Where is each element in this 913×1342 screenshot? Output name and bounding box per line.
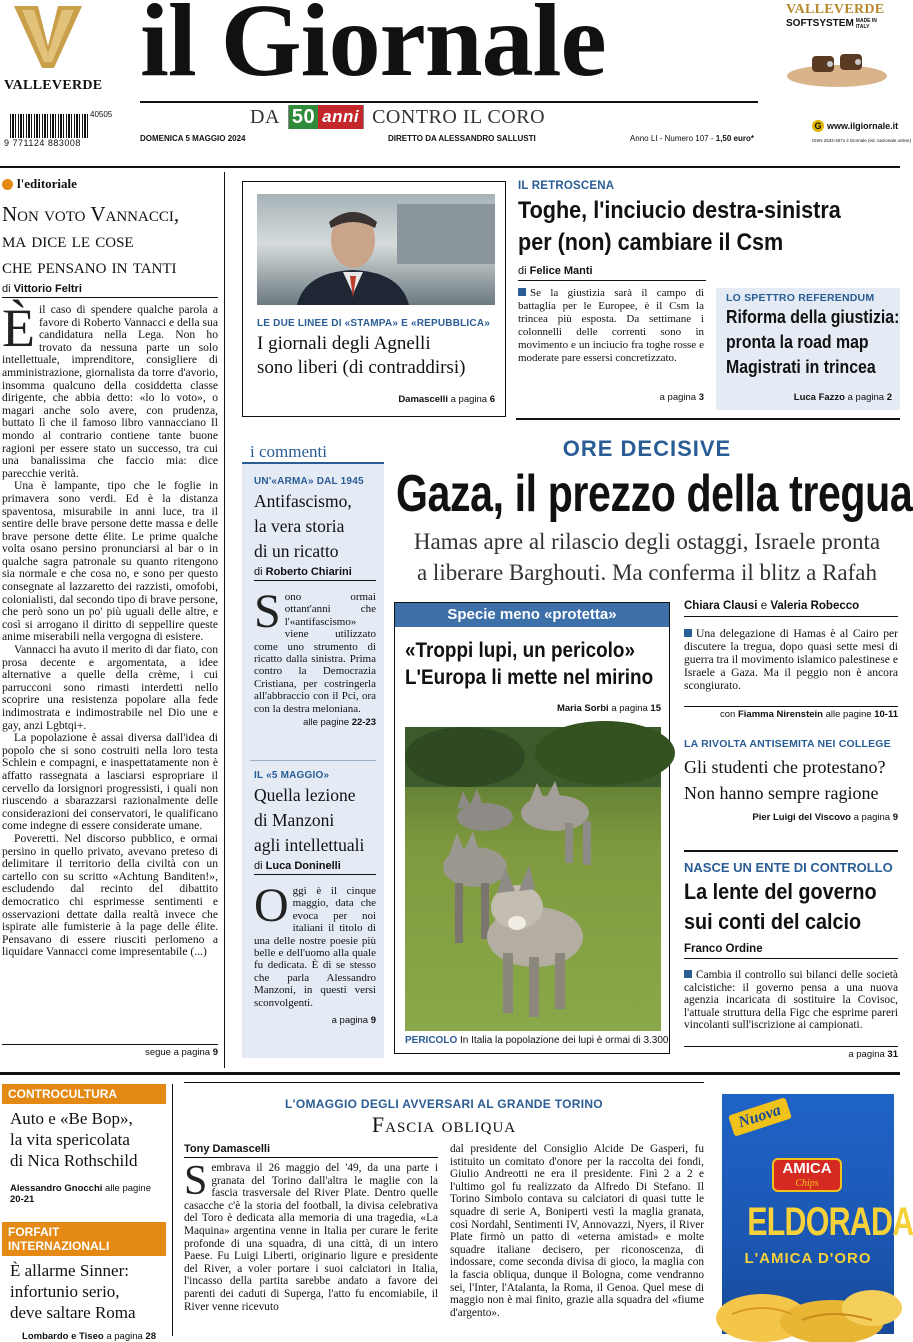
author-name: Luca Doninelli (265, 860, 341, 872)
softsystem-label: SOFTSYSTEM (786, 18, 854, 29)
ref-author: Damascelli (398, 394, 448, 405)
calcio-label: NASCE UN ENTE DI CONTROLLO (684, 860, 893, 875)
comment-title-line: di un ricatto (254, 541, 339, 561)
editoriale (2, 176, 218, 1066)
ref-page: 9 (892, 812, 898, 823)
author-name[interactable]: Felice Manti (529, 265, 593, 277)
byline-prefix: di (518, 265, 527, 277)
calcio-title-line: sui conti del calcio (684, 909, 862, 934)
dropcap: S (254, 585, 281, 638)
amica-chips-ad[interactable] (722, 1094, 913, 1334)
calcio-ref[interactable] (684, 1046, 898, 1060)
gaza-subhead-line: Hamas apre al rilascio degli ostaggi, Israele pronta (413, 529, 881, 554)
comment-divider (250, 760, 376, 761)
site-url: www.ilgiornale.it (827, 121, 899, 131)
agnelli-label: LE DUE LINEE DI «STAMPA» E «REPUBBLICA» (257, 318, 491, 329)
lupi-ref[interactable] (557, 703, 661, 714)
barcode (4, 110, 116, 150)
comment-title (254, 783, 376, 858)
bullet-square-icon (518, 288, 526, 296)
editoriale-paragraph: il caso di spendere qualche parola a favore di Roberto Vannacci e della sua candidatura nella Lega. Non ho trovato da nessuna parte un solo intellettuale, imprenditore, consigliere di amministrazione, giornalista da torre d'avorio, insomma qualcuno della cosiddetta classe dirigente, che abbia detto: «lo lo voto», o magari anche solo avere, con prudenza, buttato lì che il famoso libro vannacciano Il mondo al contrario contiene tante buone ragioni per essere stato un successo, tra cui una banalissima che faccio mia: dice parecchie verità. (2, 303, 218, 480)
ad-nuova: Nuova (728, 1097, 791, 1136)
controcultura-title-line: la vita spericolata (10, 1130, 130, 1149)
ad-brand-sub: Chips (795, 1178, 819, 1189)
gaza-authors (684, 600, 898, 617)
caption-text: In Italia la popolazione dei lupi è ormai di 3.300 (460, 1035, 669, 1046)
ref-text: a pagina (331, 1015, 369, 1027)
author-name: Tony Damascelli (184, 1143, 270, 1155)
torino-article[interactable] (184, 1082, 704, 1334)
gaza-kicker: ORE DECISIVE (562, 436, 732, 461)
column-rule (172, 1084, 173, 1336)
gaza-subhead (394, 526, 900, 588)
gaza-ref[interactable] (684, 706, 898, 720)
fifty-number: 50 (289, 105, 318, 129)
ref-text: a pagina (853, 812, 891, 823)
ad-brand: AMICA (782, 1160, 832, 1177)
agnelli-box[interactable] (242, 181, 506, 417)
comment-title-line: di Manzoni (254, 810, 335, 830)
ref-page: 15 (650, 703, 661, 714)
bullet-square-icon (684, 629, 692, 637)
dateline (140, 134, 758, 146)
ref-text: alle pagine (303, 717, 350, 729)
masthead-title: il Giornale (140, 0, 606, 98)
gaza-body (684, 627, 898, 692)
sandal-icon (782, 36, 892, 92)
retroscena-ref[interactable] (518, 392, 704, 403)
controcultura-article[interactable] (2, 1084, 166, 1205)
dropcap: O (254, 879, 289, 932)
college-ref[interactable] (684, 812, 898, 823)
commenti-header: i commenti (242, 438, 384, 464)
comment-title-line: Quella lezione (254, 785, 356, 805)
retroscena-body-text: Se la giustizia sarà il campo di battaglia per le Europee, è il Csm la trincea più esposta. Da settimane i colonnelli delle correnti sono in movimento e un inciucio fra toghe rosse e moderate pare essersi concretizzato. (518, 287, 704, 364)
ad-claim: L'AMICA D'ORO (744, 1250, 872, 1267)
ref-text: a pagina (848, 1048, 885, 1060)
author-name[interactable]: Vittorio Feltri (13, 283, 82, 295)
ref-page: 28 (145, 1331, 156, 1342)
forfait-article[interactable] (2, 1222, 166, 1342)
authors-and: e (760, 600, 768, 612)
torino-col (450, 1143, 704, 1339)
bottom-band-rule (0, 1072, 900, 1075)
masthead-bottom-rule (0, 166, 900, 168)
calcio-title-line: La lente del governo (684, 879, 877, 904)
ref-text: segue a pagina (145, 1047, 211, 1058)
comment-body (254, 585, 376, 715)
barcode-top-number: 40505 (90, 110, 113, 119)
fifty-anni: anni (318, 105, 363, 129)
wolves-photo (405, 727, 661, 1031)
agnelli-ref[interactable] (398, 394, 495, 405)
agnelli-title (257, 332, 465, 380)
giornale-g-icon: G (812, 120, 824, 132)
comment-label: UN'«ARMA» DAL 1945 (254, 476, 364, 487)
chips-icon (722, 1278, 894, 1338)
column-rule (224, 172, 225, 1068)
editoriale-byline (2, 283, 218, 298)
editoriale-body (2, 298, 218, 1038)
agnelli-title-line: sono liberi (di contraddirsi) (257, 357, 466, 378)
issn: ISSN 2532-4071 il Giornale (ed. nazionale online) (812, 138, 912, 143)
ref-author: Alessandro Gnocchi (10, 1183, 103, 1194)
right-ad-brand: VALLEVERDE (786, 2, 885, 17)
byline-prefix: di (2, 283, 11, 295)
comment-ref[interactable] (254, 717, 376, 728)
gaza-headline[interactable]: Gaza, il prezzo della tregua (396, 465, 913, 523)
editoriale-ref[interactable] (2, 1044, 218, 1058)
ref-text: alle pagine (825, 709, 872, 720)
college-title-line: Non hanno sempre ragione (684, 783, 879, 803)
masthead-tagline (250, 104, 545, 130)
wolves-image-icon (405, 727, 661, 1031)
ref-page: 9 (370, 1015, 376, 1027)
ref-author: Luca Fazzo (793, 392, 845, 403)
right-ad[interactable] (778, 2, 896, 94)
referendum-title-line: Magistrati in trincea (726, 357, 876, 377)
calcio-body-text: Cambia il controllo sui bilanci delle società calcistiche: il governo pensa a una nuova agenzia incaricata di sostituire la Covisoc, l'attuale struttura della Figc che esprime pareri vincolanti sull'iscrizione ai campionati. (684, 969, 898, 1032)
comment-byline (254, 566, 376, 581)
retroscena-body (518, 287, 704, 365)
gaza-subhead-line: a liberare Barghouti. Ma conferma il blitz a Rafah (416, 560, 878, 585)
caption-label: PERICOLO (405, 1035, 458, 1046)
retroscena-byline (518, 265, 706, 281)
college-label: LA RIVOLTA ANTISEMITA NEI COLLEGE (684, 738, 891, 750)
ref-author: Lombardo e Tiseo (22, 1331, 104, 1342)
author-name: Franco Ordine (684, 943, 763, 955)
comment-title-line: la vera storia (254, 516, 345, 536)
forfait-label: FORFAIT INTERNAZIONALI (2, 1222, 166, 1256)
comment-manzoni[interactable] (242, 770, 384, 1026)
ref-page: 10-11 (874, 709, 898, 720)
forfait-ref[interactable] (2, 1331, 166, 1342)
calcio-body (684, 969, 898, 1032)
torino-col-text: embrava il 26 maggio del '49, da una parte i granata del Torino dall'altra le maglie con la fascia trasversale del River Plate. Dentro quelle casacche c'è la storia del football, la divisa celebrativa del Toro è dedicata alla memoria di una tragedia, «La Maquina» argentina venne in Italia per curare le ferite profonde di una squadra, di una città, di un intero Paese. Fu Luigi Liberti, originario ligure e presidente del River, a voler portare i suoi calciatori in Italia, l'incasso della partita sarebbe andato a favore dei parenti dei caduti di Superga, l'atto fu encomiabile, il River venne ricevuto (184, 1162, 438, 1313)
bullet-square-icon (684, 970, 692, 978)
calcio-article[interactable] (684, 860, 898, 1060)
gaza-article[interactable] (684, 600, 898, 720)
referendum-ref[interactable] (794, 392, 892, 403)
referendum-label: LO SPETTRO REFERENDUM (726, 292, 875, 304)
college-article[interactable] (684, 738, 898, 823)
editoriale-paragraph: La popolazione è assai diversa dall'idea di popolo che si sono costruiti nella loro testa Schlein e compagni, e inaspettatamente non è affatto rassegnata a lasciarsi espropriare il cervello da lorsignori progressisti, i quali non riuscendo a sbarazzarsi razionalmente delle considerazioni dei conservatori, le qualificano come indegne di essere considerate umane. (2, 731, 218, 833)
referendum-box[interactable] (716, 288, 900, 410)
torino-body (184, 1158, 438, 1340)
ad-product: ELDORADA (747, 1200, 913, 1244)
editoriale-title-line: che pensano in tanti (2, 254, 177, 278)
byline-prefix: di (254, 860, 263, 872)
ref-text: a pagina (659, 392, 697, 403)
valleverde-logo-icon (8, 2, 88, 72)
retroscena-title-line: per (non) cambiare il Csm (518, 229, 784, 256)
lupi-caption (405, 1035, 669, 1046)
section-rule (684, 850, 898, 852)
controcultura-title-line: Auto e «Be Bop», (10, 1109, 133, 1128)
director: DIRETTO DA ALESSANDRO SALLUSTI (388, 134, 536, 143)
dropcap: S (184, 1158, 208, 1204)
torino-col (184, 1143, 438, 1340)
author-name: Roberto Chiarini (265, 566, 352, 578)
masthead-rule (140, 101, 758, 103)
calcio-title (684, 877, 877, 937)
editoriale-title-line: Non voto Vannacci, (2, 202, 180, 226)
controcultura-label: CONTROCULTURA (2, 1084, 166, 1104)
comment-label: IL «5 MAGGIO» (254, 770, 330, 781)
referendum-title-line: pronta la road map (726, 332, 869, 352)
controcultura-title (2, 1108, 166, 1171)
byline-prefix: di (254, 566, 263, 578)
forfait-title (2, 1260, 166, 1323)
agnelli-photo (257, 194, 495, 305)
right-ad-sub (778, 18, 896, 30)
comment-antifascismo[interactable] (242, 464, 384, 728)
ref-text: alle pagine (105, 1183, 151, 1194)
torino-columns (184, 1143, 704, 1340)
ref-author: Fiamma Nirenstein (737, 709, 823, 720)
editoriale-paragraph: Una è lampante, tipo che le foglie in primavera sono verdi. Ed è la distanza spaventosa, misurabile in anni luce, tra il sentire delle brave persone dette massa e delle brave persone dette élite. Le prime qualche volta osano persino pronunciarsi al bar o in qualche sagra patronale su quanto ritengono sia normale e che cosa no, e sono per questo consegnate al lazzaretto dei razzisti, omofobi, colonialisti, dal secondo tipo di brave persone, che però sono un po' più uguali delle altre, e così si arrogano il diritto di seppellire queste anime miserabili nella vergogna di esistere. (2, 479, 218, 644)
ref-page: 20-21 (10, 1194, 35, 1205)
comment-body-text: ggi è il cinque maggio, data che evoca per noi italiani il titolo di una delle nostre poesie più belle e dell'uomo alla quale fu dedicata. È di se stesso che parla Alessandro Manzoni, in questi versi sconvolgenti. (254, 885, 376, 1009)
issue-number: Anno LI - Numero 107 - (629, 134, 714, 143)
retroscena-label: IL RETROSCENA (518, 180, 615, 192)
comment-title (254, 489, 376, 564)
ref-text: a pagina (106, 1331, 143, 1342)
calcio-byline (684, 943, 898, 959)
author-name: Chiara Clausi (684, 600, 758, 612)
ref-page: 6 (489, 394, 495, 405)
lupi-box[interactable] (394, 602, 670, 1054)
torino-top-rule (184, 1082, 704, 1083)
forfait-title-line: È allarme Sinner: (10, 1261, 129, 1280)
editoriale-label-text: l'editoriale (17, 176, 77, 191)
torino-byline (184, 1143, 438, 1158)
ref-text: a pagina (450, 394, 488, 405)
ref-page: 9 (212, 1047, 218, 1058)
author-name: Valeria Robecco (770, 600, 860, 612)
dropcap: È (2, 298, 35, 358)
section-rule (516, 418, 900, 420)
gaza-body-text: Una delegazione di Hamas è al Cairo per discutere la tregua, dopo quasi sette mesi di guerra tra il movimento islamico palestinese e Israele a Gaza. Ma il peggio non è ancora scongiurato. (684, 627, 898, 692)
portrait-icon (257, 194, 495, 305)
site-link[interactable] (812, 120, 898, 132)
comment-title-line: Antifascismo, (254, 491, 352, 511)
controcultura-title-line: di Nica Rothschild (10, 1151, 138, 1170)
torino-label: L'OMAGGIO DEGLI AVVERSARI AL GRANDE TORINO (285, 1097, 603, 1111)
date: DOMENICA 5 MAGGIO 2024 (140, 134, 246, 143)
college-title-line: Gli studenti che protestano? (684, 757, 886, 777)
ad-brand-badge (772, 1158, 842, 1192)
ref-page: 2 (886, 392, 892, 403)
ref-author: Pier Luigi del Viscovo (752, 812, 851, 823)
forfait-title-line: deve saltare Roma (10, 1303, 136, 1322)
left-ad[interactable] (4, 2, 103, 98)
controcultura-ref[interactable] (2, 1183, 166, 1205)
editoriale-label (2, 176, 218, 192)
made-in-italy-label: MADE IN ITALY (855, 18, 877, 30)
ref-page: 31 (887, 1048, 898, 1060)
lupi-band: Specie meno «protetta» (395, 603, 669, 627)
commenti-column (242, 438, 384, 1058)
comment-ref[interactable] (254, 1015, 376, 1026)
editoriale-title-line: ma dice le cose (2, 228, 134, 252)
ref-text: a pagina (847, 392, 885, 403)
college-title (684, 754, 898, 806)
comment-title-line: agli intellettuali (254, 835, 365, 855)
ref-page: 3 (698, 392, 704, 403)
tag-contro: CONTRO IL CORO (372, 105, 546, 128)
editoriale-title (2, 201, 218, 279)
ref-page: 22-23 (351, 717, 376, 729)
price: 1,50 euro* (715, 134, 754, 143)
barcode-number: 9 771124 883008 (4, 138, 81, 148)
editoriale-badge-icon (2, 179, 13, 190)
tag-da: DA (250, 105, 280, 128)
comment-byline (254, 860, 376, 875)
agnelli-title-line: I giornali degli Agnelli (257, 333, 431, 354)
ref-author: Maria Sorbi (556, 703, 609, 714)
ref-pre: con (720, 709, 736, 720)
referendum-title-line: Riforma della giustizia: (726, 307, 900, 327)
left-ad-brand: VALLEVERDE (4, 78, 103, 93)
torino-title: Fascia obliqua (371, 1112, 517, 1137)
retroscena-title-line: Toghe, l'inciucio destra-sinistra (518, 197, 841, 224)
comment-body-text: ono ormai ottant'anni che l'«antifascismo» viene utilizzato come uno strumento di ricatto dalla sinistra. Prima contro la Democrazia Cristiana, per costringerla all'abbraccio con il Pci, ora con la destra meloniana. (254, 591, 376, 715)
fifty-badge (288, 105, 364, 129)
editoriale-paragraph: Vannacci ha avuto il merito di dar fiato, con prosa decente e argomentata, a idee alternative a quelle della crème, i cui parrucconi sono rimasti interdetti nello scoprire una resistenza popolare alla fede indimostrata e indimostrabile nel Dio une e gay, anzi Lgbtqi+. (2, 643, 218, 732)
issue-info (630, 134, 754, 143)
referendum-title (726, 305, 899, 380)
retroscena-title (518, 195, 860, 259)
forfait-title-line: infortunio serio, (10, 1282, 120, 1301)
editoriale-paragraph: Poveretti. Nel discorso pubblico, e ormai persino in quello privato, avevano preteso di delimitare il territorio della civiltà con un cartello con su scritto «Achtung Banditen!», escludendo dal recinto del dibattito democratico chi esprimesse sentimenti e osservazioni dettate dalla realtà invece che ispirate alle fumisterie à la page delle élite. Pensavano di essere riusciti perlomeno a liquidare Vannacci come impresentabile (...) (2, 831, 218, 959)
barcode-bars (10, 114, 90, 138)
lupi-title-line: «Troppi lupi, un pericolo» (405, 639, 635, 662)
lupi-title (405, 637, 654, 691)
torino-col-text: dal presidente del Consiglio Alcide De Gasperi, fu istituito un comitato d'onore per la raccolta dei fondi, Giulio Andreotti ne era il presidente. Finì 2 a 2 e l'ultimo gol fu realizzato da Alfredo Di Stefano. Il Torino Simbolo contava su calciatori di quasi tutte le squadre di serie A, Boniperti vestì la maglia granata, così Nordahl, Sentimenti IV, Annovazzi, Nyers, il River Plate firmò un patto di «eterna amistad» e molte squadre italiane decisero, per riconoscenza, di indossare, come seconda divisa di gioco, la maglia con la fascia obliqua, dunque il Bologna, come vendranno sei, l'Inter, l'Atalanta, la Roma, il Genoa. Quel mese di maggio non è mai finito, grazie alla squadra del «fiume d'argento». (450, 1143, 704, 1319)
ref-text: a pagina (611, 703, 648, 714)
comment-body (254, 879, 376, 1009)
lupi-title-line: L'Europa li mette nel mirino (405, 666, 654, 689)
